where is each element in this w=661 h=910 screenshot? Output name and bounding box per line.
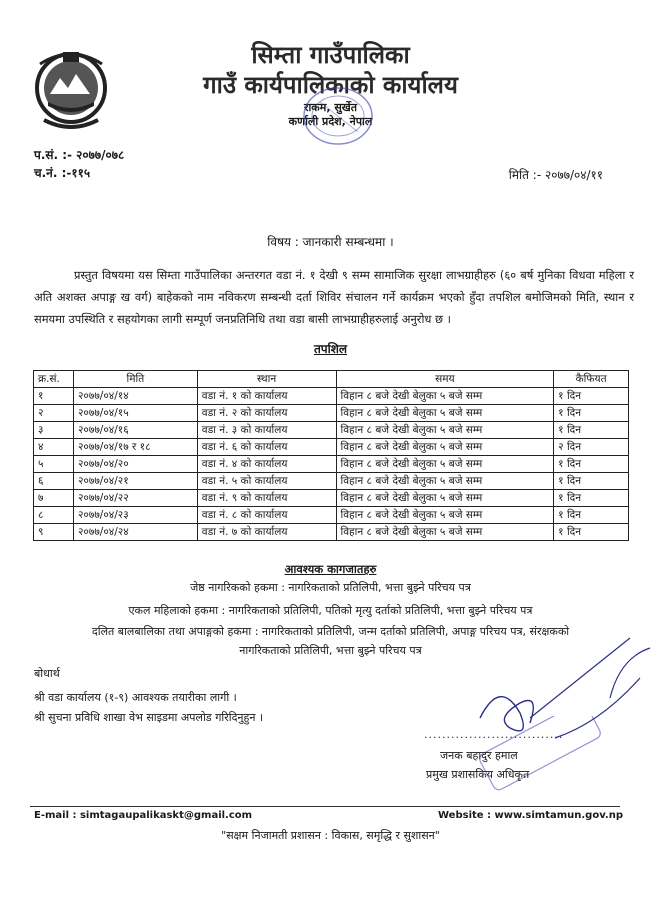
schedule-title: तपशिल (313, 342, 348, 356)
cell-remarks: १ दिन (554, 490, 629, 507)
cell-date: २०७७/०४/२२ (73, 490, 197, 507)
cell-serial: ७ (34, 490, 74, 507)
table-row (34, 405, 629, 422)
header-time: समय (336, 371, 554, 388)
header-date: मिति (73, 371, 197, 388)
requirement-item: जेष्ठ नागरिकको हकमा : नागरिकताको प्रतिलिपी, भत्ता बुझ्ने परिचय पत्र (190, 581, 471, 594)
cell-date: २०७७/०४/२३ (73, 507, 197, 524)
cell-location: वडा नं. ३ को कार्यालय (197, 422, 336, 439)
requirements-title: आवश्यक कागजातहरु (284, 562, 377, 576)
table-row (34, 507, 629, 524)
table-row (34, 473, 629, 490)
header-serial: क्र.सं. (34, 371, 74, 388)
letter-body: प्रस्तुत विषयमा यस सिम्ता गाउँपालिका अन्तरगत वडा नं. १ देखी ९ सम्म सामाजिक सुरक्षा लाभग्राहीहरु (६० बर्ष मुनिका विधवा महिला र अति अशक्त अपाङ्ग ख वर्ग) बाहेकको नाम नविकरण सम्बन्धी दर्ता शिविर संचालन गर्ने कार्यक्रम भएको हुँदा तपशिल बमोजिमको मिति, स्थान र समयमा उपस्थिति र सहयोगका लागी सम्पूर्ण जनप्रतिनिधि तथा वडा बासी लाभग्राहीहरुलाई अनुरोध छ । (34, 268, 634, 326)
cell-serial: ५ (34, 456, 74, 473)
cell-date: २०७७/०४/२४ (73, 524, 197, 541)
cell-time: विहान ८ बजे देखी बेलुका ५ बजे सम्म (336, 388, 554, 405)
office-seal-stamp (280, 82, 390, 152)
footer-email[interactable]: E-mail : simtagaupalikaskt@gmail.com (34, 810, 253, 821)
cell-date: २०७७/०४/१५ (73, 405, 197, 422)
table-row (34, 422, 629, 439)
signer-title: प्रमुख प्रशासकिय अधिकृत (426, 768, 530, 781)
schedule-header-row (34, 371, 629, 388)
chalani-number: च.नं. :-११५ (34, 166, 91, 180)
cc-title: बोधार्थ (34, 667, 60, 680)
cell-date: २०७७/०४/१६ (73, 422, 197, 439)
cell-remarks: १ दिन (554, 422, 629, 439)
cell-location: वडा नं. ४ को कार्यालय (197, 456, 336, 473)
cell-date: २०७७/०४/२० (73, 456, 197, 473)
cell-remarks: १ दिन (554, 473, 629, 490)
header-remarks: कैफियत (554, 371, 629, 388)
cell-remarks: १ दिन (554, 388, 629, 405)
address-line-1: राकम, सुर्खेत (303, 101, 358, 114)
cell-serial: १ (34, 388, 74, 405)
requirement-item: एकल महिलाको हकमा : नागरिकताको प्रतिलिपी, पतिको मृत्यु दर्ताको प्रतिलिपी, भत्ता बुझ्ने परिचय पत्र (128, 604, 533, 617)
cell-time: विहान ८ बजे देखी बेलुका ५ बजे सम्म (336, 405, 554, 422)
cell-serial: ३ (34, 422, 74, 439)
cell-time: विहान ८ बजे देखी बेलुका ५ बजे सम्म (336, 507, 554, 524)
requirement-item: नागरिकताको प्रतिलिपी, भत्ता बुझ्ने परिचय पत्र (239, 644, 422, 657)
cell-location: वडा नं. ७ को कार्यालय (197, 524, 336, 541)
cell-serial: ४ (34, 439, 74, 456)
table-row (34, 388, 629, 405)
signer-name: जनक बहादुर हमाल (440, 749, 518, 762)
requirement-item: दलित बालबालिका तथा अपाङ्गको हकमा : नागरिकताको प्रतिलिपी, जन्म दर्ताको प्रतिलिपी, अपाङ्ग परिचय पत्र, संरक्षकको (91, 625, 570, 638)
cell-location: वडा नं. २ को कार्यालय (197, 405, 336, 422)
letter-date: मिति :- २०७७/०४/११ (508, 168, 603, 182)
table-row (34, 490, 629, 507)
cell-location: वडा नं. ८ को कार्यालय (197, 507, 336, 524)
schedule-table (33, 370, 629, 541)
office-name: गाउँ कार्यपालिकाको कार्यालय (203, 71, 458, 99)
cell-location: वडा नं. ९ को कार्यालय (197, 490, 336, 507)
footer-motto: "सक्षम निजामती प्रशासन : विकास, समृद्धि र सुशासन" (221, 829, 440, 842)
footer-divider (30, 806, 620, 807)
address-line-2: कर्णाली प्रदेश, नेपाल (288, 115, 373, 128)
cell-remarks: १ दिन (554, 507, 629, 524)
cell-time: विहान ८ बजे देखी बेलुका ५ बजे सम्म (336, 422, 554, 439)
cell-time: विहान ८ बजे देखी बेलुका ५ बजे सम्म (336, 524, 554, 541)
cell-remarks: २ दिन (554, 439, 629, 456)
cell-date: २०७७/०४/१७ र १८ (73, 439, 197, 456)
cell-remarks: १ दिन (554, 456, 629, 473)
cc-item: श्री वडा कार्यालय (१-९) आवश्यक तयारीका लागी । (34, 691, 237, 704)
organization-name: सिम्ता गाउँपालिका (251, 41, 410, 69)
patra-sankhya: प.सं. :- २०७७/०७८ (34, 148, 125, 162)
cell-time: विहान ८ बजे देखी बेलुका ५ बजे सम्म (336, 490, 554, 507)
cell-serial: ८ (34, 507, 74, 524)
header-location: स्थान (197, 371, 336, 388)
cell-location: वडा नं. १ को कार्यालय (197, 388, 336, 405)
cell-time: विहान ८ बजे देखी बेलुका ५ बजे सम्म (336, 456, 554, 473)
cell-remarks: १ दिन (554, 405, 629, 422)
footer-website[interactable]: Website : www.simtamun.gov.np (438, 810, 623, 821)
table-row (34, 439, 629, 456)
cell-location: वडा नं. ५ को कार्यालय (197, 473, 336, 490)
cell-serial: ६ (34, 473, 74, 490)
cell-time: विहान ८ बजे देखी बेलुका ५ बजे सम्म (336, 473, 554, 490)
subject-line: विषय : जानकारी सम्बन्धमा । (267, 235, 394, 249)
cell-location: वडा नं. ६ को कार्यालय (197, 439, 336, 456)
cell-date: २०७७/०४/१४ (73, 388, 197, 405)
cell-serial: ९ (34, 524, 74, 541)
cell-serial: २ (34, 405, 74, 422)
table-row (34, 456, 629, 473)
cell-date: २०७७/०४/२१ (73, 473, 197, 490)
cc-item: श्री सुचना प्रविधि शाखा वेभ साइडमा अपलोड गरिदिनुहुन । (34, 711, 264, 724)
cell-time: विहान ८ बजे देखी बेलुका ५ बजे सम्म (336, 439, 554, 456)
table-row (34, 524, 629, 541)
signature-line: ............................... (424, 728, 564, 741)
cell-remarks: १ दिन (554, 524, 629, 541)
